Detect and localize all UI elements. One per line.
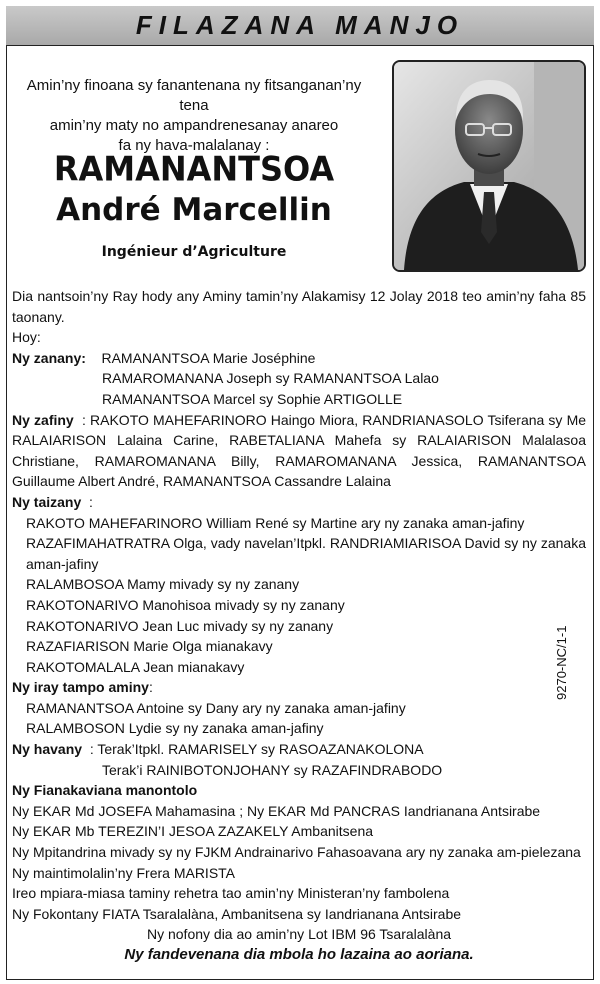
deceased-title: Ingénieur d’Agriculture	[101, 244, 287, 260]
portrait-photo	[392, 60, 586, 272]
deceased-given-names: André Marcellin	[56, 192, 332, 228]
banner-title: FILAZANA MANJO	[135, 10, 465, 40]
taizany-line-4: RAKOTONARIVO Manohisoa mivady sy ny zanany	[26, 596, 345, 613]
zanany-line-1: RAMANANTSOA Marie Joséphine	[101, 349, 316, 366]
closing-note: Ny fandevenana dia mbola ho lazaina ao aoriana.	[124, 946, 474, 963]
iray-tampo-label: Ny iray tampo aminy	[12, 679, 149, 696]
fianakaviana-label: Ny Fianakaviana manontolo	[12, 782, 198, 799]
taizany-sep: :	[89, 493, 93, 510]
taizany-line-1: RAKOTO MAHEFARINORO William René sy Martine ary ny zanaka aman-jafiny	[26, 514, 525, 531]
announcement: Dia nantsoin’ny Ray hody any Aminy tamin’ny Alakamisy 12 Jolay 2018 teo amin’ny faha 85 taonany.	[12, 288, 586, 325]
taizany-line-3: RALAMBOSOA Mamy mivady sy ny zanany	[26, 576, 300, 593]
fianakaviana-line-6: Ny Fokontany FIATA Tsaralalàna, Ambanitsena sy Iandrianana Antsirabe	[12, 905, 462, 922]
taizany-line-6: RAZAFIARISON Marie Olga mianakavy	[26, 638, 273, 655]
zanany-line-3: RAMANANTSOA Marcel sy Sophie ARTIGOLLE	[102, 390, 403, 407]
reference-code: 9270-NC/1-1	[554, 625, 569, 700]
zafiny-text: : RAKOTO MAHEFARINORO Haingo Miora, RANDRIANASOLO Tsiferana sy Me RALAIARISON Lalaina Carine, RABETALIANA Mahefa sy RALAIARISON Malalasoa Christiane, RAMAROMANANA Billy, RAMAROMANANA Jessica, RAMANANTSOA Guillaume Albert André, RAMANANTSOA Cassandre Lalaina	[12, 411, 587, 490]
fianakaviana-line-3: Ny Mpitandrina mivady sy ny FJKM Andrainarivo Fahasoavana ary ny zanaka am-pielezana	[12, 844, 581, 861]
taizany-heading	[12, 492, 586, 513]
havany-line-1: : Terak’Itpkl. RAMARISELY sy RASOAZANAKOLONA	[89, 741, 424, 758]
zanany-line-2: RAMAROMANANA Joseph sy RAMANANTSOA Lalao	[102, 370, 439, 387]
notice-body	[12, 286, 586, 966]
intro-line-3: fa ny hava-malalanay :	[118, 137, 270, 154]
fianakaviana-line-2: Ny EKAR Mb TEREZIN’I JESOA ZAZAKELY Ambanitsena	[12, 823, 374, 840]
zanany-first-line	[12, 348, 586, 369]
taizany-label: Ny taizany	[12, 493, 82, 510]
taizany-line-7: RAKOTOMALALA Jean mianakavy	[26, 658, 245, 675]
havany-label: Ny havany	[12, 741, 83, 758]
iray-tampo-heading	[12, 677, 586, 698]
taizany-line-2: RAZAFIMAHATRATRA Olga, vady navelan’Itpkl. RANDRIAMIARISOA David sy ny zanaka aman-jafiny	[26, 535, 586, 572]
fianakaviana-line-4: Ny maintimolalin’ny Frera MARISTA	[12, 864, 236, 881]
taizany-line-5: RAKOTONARIVO Jean Luc mivady sy ny zanany	[26, 617, 334, 634]
havany-first-line	[12, 739, 586, 760]
havany-line-2: Terak’i RAINIBOTONJOHANY sy RAZAFINDRABODO	[102, 761, 443, 778]
iray-tampo-line-2: RALAMBOSON Lydie sy ny zanaka aman-jafiny	[26, 720, 324, 737]
zafiny-label: Ny zafiny	[12, 411, 74, 428]
zanany-label: Ny zanany	[12, 349, 82, 366]
iray-tampo-sep: :	[148, 679, 153, 696]
intro-line-1: Amin’ny finoana sy fanantenana ny fitsanganan’ny tena	[26, 77, 362, 114]
address: Ny nofony dia ao amin’ny Lot IBM 96 Tsaralalàna	[146, 926, 452, 943]
iray-tampo-line-1: RAMANANTSOA Antoine sy Dany ary ny zanaka aman-jafiny	[26, 699, 406, 716]
banner	[6, 6, 594, 46]
hoy: Hoy:	[12, 329, 41, 346]
zafiny-paragraph	[12, 410, 586, 492]
fianakaviana-line-1: Ny EKAR Md JOSEFA Mahamasina ; Ny EKAR Md PANCRAS Iandrianana Antsirabe	[12, 802, 541, 819]
portrait-image	[394, 62, 584, 270]
zanany-sep: :	[81, 349, 86, 366]
deceased-surname: RAMANANTSOA	[53, 149, 335, 189]
intro-text	[14, 76, 374, 156]
intro-line-2: amin’ny maty no ampandrenesanay anareo	[49, 117, 339, 134]
fianakaviana-line-5: Ireo mpiara-miasa taminy rehetra tao amin’ny Ministeran’ny fambolena	[12, 885, 450, 902]
